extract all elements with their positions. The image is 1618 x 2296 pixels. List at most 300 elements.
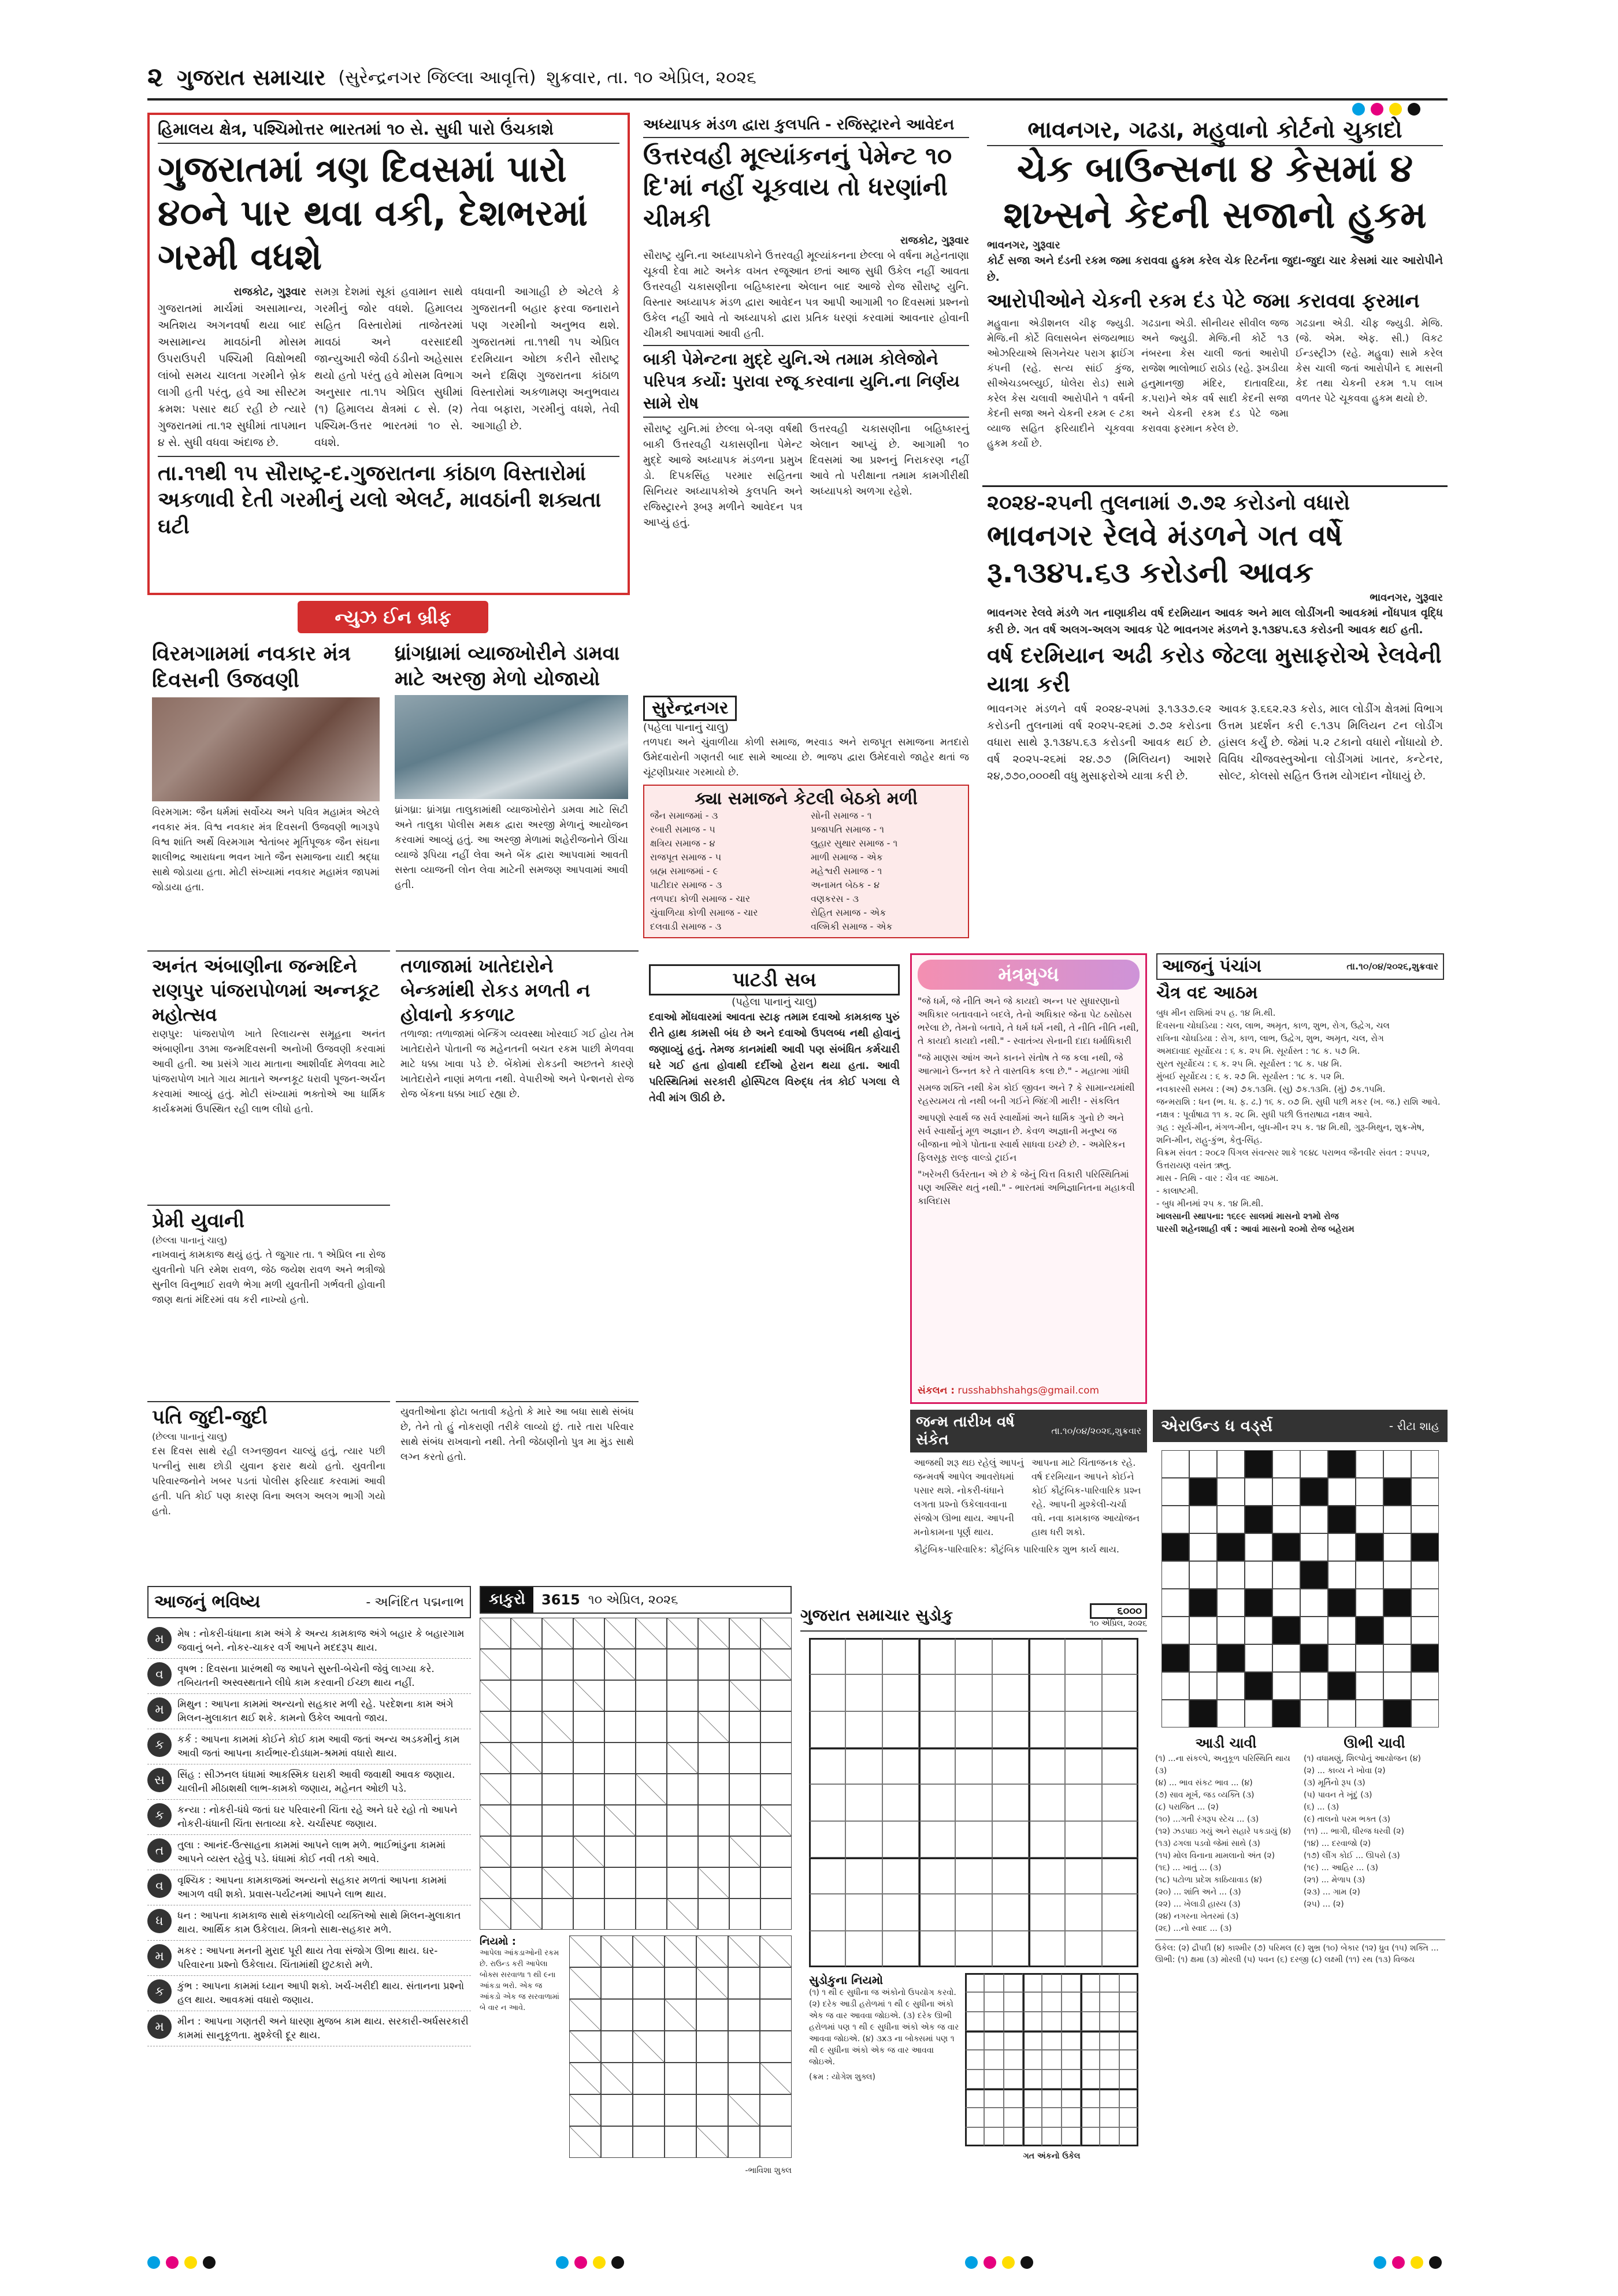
sudoku-cell[interactable] — [845, 1674, 882, 1711]
sudoku-cell[interactable] — [1119, 2050, 1138, 2069]
crossword-cell[interactable] — [1411, 1478, 1439, 1506]
kakuro-cell[interactable] — [729, 1867, 760, 1899]
sudoku-cell[interactable] — [809, 1711, 845, 1748]
sudoku-cell[interactable] — [1029, 1821, 1065, 1857]
kakuro-cell[interactable] — [511, 1680, 542, 1711]
crossword-cell[interactable] — [1245, 1561, 1272, 1589]
kakuro-cell[interactable] — [601, 1999, 633, 2031]
sudoku-cell[interactable] — [1023, 2089, 1042, 2108]
sudoku-cell[interactable] — [992, 1821, 1029, 1857]
sudoku-cell[interactable] — [1023, 2050, 1042, 2069]
sudoku-cell[interactable] — [809, 1821, 845, 1857]
sudoku-cell[interactable] — [882, 1894, 919, 1930]
kakuro-cell[interactable] — [573, 1867, 604, 1899]
sudoku-cell[interactable] — [1065, 1857, 1101, 1894]
sudoku-cell[interactable] — [1081, 2050, 1100, 2069]
sudoku-cell[interactable] — [1102, 1784, 1138, 1821]
crossword-cell[interactable] — [1411, 1617, 1439, 1644]
kakuro-cell[interactable] — [698, 1836, 729, 1867]
sudoku-cell[interactable] — [1102, 1894, 1138, 1930]
crossword-cell[interactable] — [1245, 1700, 1272, 1727]
crossword-cell[interactable] — [1356, 1672, 1383, 1700]
kakuro-cell[interactable] — [636, 1867, 667, 1899]
crossword-cell[interactable] — [1411, 1450, 1439, 1478]
sudoku-cell[interactable] — [1100, 2050, 1119, 2069]
kakuro-cell[interactable] — [542, 1805, 573, 1836]
sudoku-cell[interactable] — [1119, 2089, 1138, 2108]
kakuro-cell[interactable] — [667, 1836, 698, 1867]
sudoku-cell[interactable] — [1102, 1931, 1138, 1967]
sudoku-cell[interactable] — [1062, 2031, 1081, 2050]
sudoku-cell[interactable] — [919, 1711, 955, 1748]
crossword-cell[interactable] — [1189, 1506, 1217, 1533]
sudoku-cell[interactable] — [1029, 1674, 1065, 1711]
kakuro-cell[interactable] — [667, 1711, 698, 1743]
crossword-cell[interactable] — [1217, 1617, 1245, 1644]
sudoku-cell[interactable] — [1102, 1711, 1138, 1748]
crossword-cell[interactable] — [1300, 1700, 1328, 1727]
kakuro-cell[interactable] — [696, 1999, 728, 2031]
kakuro-cell[interactable] — [636, 1805, 667, 1836]
sudoku-cell[interactable] — [1065, 1784, 1101, 1821]
crossword-cell[interactable] — [1189, 1561, 1217, 1589]
kakuro-cell[interactable] — [511, 1805, 542, 1836]
sudoku-cell[interactable] — [1100, 2012, 1119, 2031]
sudoku-cell[interactable] — [809, 1638, 845, 1674]
sudoku-cell[interactable] — [965, 2031, 984, 2050]
sudoku-cell[interactable] — [1119, 1992, 1138, 2011]
kakuro-cell[interactable] — [601, 2031, 633, 2063]
sudoku-cell[interactable] — [1062, 2012, 1081, 2031]
crossword-cell[interactable] — [1383, 1506, 1411, 1533]
kakuro-cell[interactable] — [636, 1836, 667, 1867]
sudoku-cell[interactable] — [992, 1748, 1029, 1784]
sudoku-cell[interactable] — [845, 1638, 882, 1674]
kakuro-cell[interactable] — [667, 1774, 698, 1805]
sudoku-cell[interactable] — [809, 1674, 845, 1711]
sudoku-cell[interactable] — [845, 1748, 882, 1784]
kakuro-cell[interactable] — [542, 1836, 573, 1867]
sudoku-cell[interactable] — [1062, 1992, 1081, 2011]
sudoku-cell[interactable] — [1065, 1821, 1101, 1857]
crossword-cell[interactable] — [1411, 1561, 1439, 1589]
sudoku-cell[interactable] — [1062, 1973, 1081, 1992]
sudoku-cell[interactable] — [1065, 1748, 1101, 1784]
sudoku-cell[interactable] — [1004, 1973, 1023, 1992]
sudoku-cell[interactable] — [992, 1638, 1029, 1674]
sudoku-cell[interactable] — [1029, 1894, 1065, 1930]
kakuro-cell[interactable] — [728, 1967, 760, 1999]
sudoku-cell[interactable] — [1100, 2031, 1119, 2050]
crossword-cell[interactable] — [1356, 1644, 1383, 1672]
crossword-cell[interactable] — [1272, 1644, 1300, 1672]
kakuro-cell[interactable] — [760, 1899, 792, 1930]
kakuro-cell[interactable] — [542, 1680, 573, 1711]
sudoku-cell[interactable] — [1065, 1931, 1101, 1967]
kakuro-cell[interactable] — [573, 1711, 604, 1743]
crossword-cell[interactable] — [1383, 1450, 1411, 1478]
kakuro-cell[interactable] — [760, 1967, 792, 1999]
kakuro-cell[interactable] — [542, 1774, 573, 1805]
sudoku-cell[interactable] — [1004, 2089, 1023, 2108]
sudoku-cell[interactable] — [955, 1821, 992, 1857]
crossword-cell[interactable] — [1189, 1617, 1217, 1644]
crossword-cell[interactable] — [1189, 1672, 1217, 1700]
crossword-cell[interactable] — [1189, 1450, 1217, 1478]
sudoku-cell[interactable] — [1065, 1674, 1101, 1711]
crossword-cell[interactable] — [1217, 1506, 1245, 1533]
sudoku-cell[interactable] — [1102, 1638, 1138, 1674]
sudoku-cell[interactable] — [1100, 2089, 1119, 2108]
sudoku-cell[interactable] — [992, 1894, 1029, 1930]
sudoku-cell[interactable] — [965, 2070, 984, 2089]
kakuro-cell[interactable] — [760, 1774, 792, 1805]
sudoku-cell[interactable] — [965, 1992, 984, 2011]
crossword-cell[interactable] — [1217, 1478, 1245, 1506]
sudoku-cell[interactable] — [955, 1931, 992, 1967]
crossword-cell[interactable] — [1356, 1450, 1383, 1478]
kakuro-cell[interactable] — [604, 1774, 636, 1805]
crossword-cell[interactable] — [1272, 1672, 1300, 1700]
kakuro-cell[interactable] — [667, 1867, 698, 1899]
crossword-cell[interactable] — [1300, 1672, 1328, 1700]
kakuro-cell[interactable] — [665, 2126, 696, 2158]
kakuro-cell[interactable] — [728, 2031, 760, 2063]
kakuro-cell[interactable] — [728, 2063, 760, 2094]
sudoku-cell[interactable] — [984, 2089, 1003, 2108]
sudoku-cell[interactable] — [1004, 2070, 1023, 2089]
kakuro-cell[interactable] — [601, 2094, 633, 2126]
crossword-cell[interactable] — [1189, 1644, 1217, 1672]
crossword-cell[interactable] — [1383, 1644, 1411, 1672]
kakuro-cell[interactable] — [698, 1743, 729, 1774]
crossword-cell[interactable] — [1217, 1561, 1245, 1589]
sudoku-cell[interactable] — [845, 1784, 882, 1821]
sudoku-cell[interactable] — [955, 1674, 992, 1711]
sudoku-cell[interactable] — [845, 1857, 882, 1894]
kakuro-cell[interactable] — [636, 1743, 667, 1774]
sudoku-cell[interactable] — [1081, 1992, 1100, 2011]
crossword-cell[interactable] — [1272, 1450, 1300, 1478]
sudoku-cell[interactable] — [1081, 2070, 1100, 2089]
kakuro-cell[interactable] — [511, 1867, 542, 1899]
crossword-cell[interactable] — [1356, 1561, 1383, 1589]
sudoku-cell[interactable] — [1029, 1857, 1065, 1894]
crossword-cell[interactable] — [1272, 1589, 1300, 1617]
crossword-cell[interactable] — [1161, 1617, 1189, 1644]
sudoku-cell[interactable] — [1029, 1638, 1065, 1674]
crossword-cell[interactable] — [1411, 1589, 1439, 1617]
sudoku-cell[interactable] — [1081, 2012, 1100, 2031]
kakuro-cell[interactable] — [698, 1805, 729, 1836]
sudoku-cell[interactable] — [1004, 2108, 1023, 2127]
sudoku-cell[interactable] — [965, 2050, 984, 2069]
sudoku-cell[interactable] — [1081, 2089, 1100, 2108]
crossword-cell[interactable] — [1383, 1617, 1411, 1644]
kakuro-cell[interactable] — [542, 1743, 573, 1774]
sudoku-cell[interactable] — [984, 1973, 1003, 1992]
sudoku-cell[interactable] — [845, 1711, 882, 1748]
sudoku-cell[interactable] — [1100, 2108, 1119, 2127]
crossword-cell[interactable] — [1161, 1450, 1189, 1478]
sudoku-cell[interactable] — [1119, 2012, 1138, 2031]
kakuro-cell[interactable] — [760, 2094, 792, 2126]
crossword-cell[interactable] — [1245, 1617, 1272, 1644]
sudoku-cell[interactable] — [1042, 1992, 1061, 2011]
crossword-cell[interactable] — [1161, 1589, 1189, 1617]
sudoku-cell[interactable] — [919, 1638, 955, 1674]
sudoku-cell[interactable] — [919, 1748, 955, 1784]
crossword-cell[interactable] — [1411, 1672, 1439, 1700]
sudoku-cell[interactable] — [1029, 1784, 1065, 1821]
crossword-cell[interactable] — [1328, 1700, 1356, 1727]
sudoku-cell[interactable] — [1119, 2108, 1138, 2127]
sudoku-cell[interactable] — [992, 1857, 1029, 1894]
kakuro-cell[interactable] — [728, 2126, 760, 2158]
crossword-cell[interactable] — [1328, 1561, 1356, 1589]
sudoku-cell[interactable] — [1004, 2050, 1023, 2069]
sudoku-cell[interactable] — [1062, 2089, 1081, 2108]
kakuro-grid[interactable] — [480, 1618, 792, 1930]
kakuro-cell[interactable] — [601, 1967, 633, 1999]
crossword-cell[interactable] — [1245, 1644, 1272, 1672]
crossword-cell[interactable] — [1411, 1506, 1439, 1533]
sudoku-cell[interactable] — [1004, 2127, 1023, 2146]
kakuro-cell[interactable] — [698, 1680, 729, 1711]
crossword-cell[interactable] — [1300, 1617, 1328, 1644]
sudoku-cell[interactable] — [882, 1931, 919, 1967]
sudoku-cell[interactable] — [845, 1931, 882, 1967]
sudoku-cell[interactable] — [1004, 2031, 1023, 2050]
kakuro-cell[interactable] — [760, 2031, 792, 2063]
kakuro-cell[interactable] — [511, 1649, 542, 1680]
sudoku-cell[interactable] — [1065, 1711, 1101, 1748]
kakuro-cell[interactable] — [696, 2094, 728, 2126]
sudoku-cell[interactable] — [1062, 2108, 1081, 2127]
sudoku-cell[interactable] — [1062, 2050, 1081, 2069]
kakuro-cell[interactable] — [511, 1711, 542, 1743]
crossword-cell[interactable] — [1272, 1478, 1300, 1506]
sudoku-cell[interactable] — [809, 1931, 845, 1967]
sudoku-cell[interactable] — [984, 2070, 1003, 2089]
kakuro-cell[interactable] — [760, 1711, 792, 1743]
crossword-cell[interactable] — [1161, 1561, 1189, 1589]
kakuro-cell[interactable] — [636, 1680, 667, 1711]
sudoku-cell[interactable] — [882, 1857, 919, 1894]
kakuro-cell[interactable] — [729, 1774, 760, 1805]
sudoku-cell[interactable] — [1119, 2031, 1138, 2050]
crossword-grid[interactable] — [1161, 1450, 1439, 1727]
kakuro-cell[interactable] — [729, 1649, 760, 1680]
sudoku-cell[interactable] — [1081, 1973, 1100, 1992]
crossword-cell[interactable] — [1383, 1533, 1411, 1561]
crossword-cell[interactable] — [1272, 1506, 1300, 1533]
sudoku-cell[interactable] — [965, 2108, 984, 2127]
kakuro-cell[interactable] — [729, 1711, 760, 1743]
sudoku-cell[interactable] — [1029, 1711, 1065, 1748]
crossword-cell[interactable] — [1161, 1478, 1189, 1506]
sudoku-cell[interactable] — [1023, 2108, 1042, 2127]
kakuro-cell[interactable] — [636, 1649, 667, 1680]
sudoku-cell[interactable] — [809, 1748, 845, 1784]
kakuro-cell[interactable] — [511, 1836, 542, 1867]
sudoku-cell[interactable] — [965, 2089, 984, 2108]
sudoku-cell[interactable] — [845, 1894, 882, 1930]
sudoku-cell[interactable] — [1100, 1992, 1119, 2011]
sudoku-cell[interactable] — [1042, 2089, 1061, 2108]
sudoku-cell[interactable] — [1042, 2127, 1061, 2146]
sudoku-cell[interactable] — [1100, 1973, 1119, 1992]
sudoku-cell[interactable] — [1102, 1857, 1138, 1894]
kakuro-cell[interactable] — [573, 1743, 604, 1774]
sudoku-cell[interactable] — [955, 1857, 992, 1894]
kakuro-cell[interactable] — [633, 2094, 665, 2126]
kakuro-cell[interactable] — [604, 1680, 636, 1711]
sudoku-cell[interactable] — [992, 1711, 1029, 1748]
kakuro-cell[interactable] — [542, 1649, 573, 1680]
kakuro-cell[interactable] — [760, 1999, 792, 2031]
crossword-cell[interactable] — [1411, 1700, 1439, 1727]
crossword-cell[interactable] — [1356, 1700, 1383, 1727]
sudoku-cell[interactable] — [984, 2031, 1003, 2050]
sudoku-cell[interactable] — [1042, 1973, 1061, 1992]
crossword-cell[interactable] — [1328, 1644, 1356, 1672]
sudoku-cell[interactable] — [984, 2050, 1003, 2069]
kakuro-cell[interactable] — [729, 1743, 760, 1774]
kakuro-cell[interactable] — [698, 1899, 729, 1930]
sudoku-cell[interactable] — [1081, 2108, 1100, 2127]
kakuro-cell[interactable] — [542, 1899, 573, 1930]
sudoku-cell[interactable] — [1042, 2012, 1061, 2031]
sudoku-cell[interactable] — [1062, 2070, 1081, 2089]
sudoku-cell[interactable] — [1081, 2031, 1100, 2050]
sudoku-cell[interactable] — [1023, 1973, 1042, 1992]
sudoku-cell[interactable] — [1102, 1748, 1138, 1784]
crossword-cell[interactable] — [1217, 1450, 1245, 1478]
kakuro-cell[interactable] — [633, 2126, 665, 2158]
kakuro-cell[interactable] — [604, 1836, 636, 1867]
crossword-cell[interactable] — [1300, 1533, 1328, 1561]
kakuro-cell[interactable] — [665, 2063, 696, 2094]
sudoku-cell[interactable] — [965, 2127, 984, 2146]
kakuro-cell[interactable] — [729, 1899, 760, 1930]
crossword-cell[interactable] — [1217, 1589, 1245, 1617]
kakuro-cell[interactable] — [573, 1899, 604, 1930]
kakuro-cell[interactable] — [633, 1999, 665, 2031]
sudoku-cell[interactable] — [1102, 1821, 1138, 1857]
sudoku-cell[interactable] — [845, 1821, 882, 1857]
kakuro-cell[interactable] — [667, 1649, 698, 1680]
kakuro-cell[interactable] — [604, 1899, 636, 1930]
kakuro-cell[interactable] — [760, 1836, 792, 1867]
sudoku-cell[interactable] — [984, 1992, 1003, 2011]
sudoku-cell[interactable] — [992, 1931, 1029, 1967]
sudoku-cell[interactable] — [1023, 2070, 1042, 2089]
crossword-cell[interactable] — [1356, 1478, 1383, 1506]
kakuro-cell[interactable] — [633, 1967, 665, 1999]
kakuro-cell[interactable] — [633, 2063, 665, 2094]
sudoku-cell[interactable] — [1023, 2031, 1042, 2050]
sudoku-cell[interactable] — [882, 1711, 919, 1748]
sudoku-cell[interactable] — [919, 1784, 955, 1821]
kakuro-cell[interactable] — [698, 1649, 729, 1680]
mantra-compiler-email[interactable]: russhabhshahgs@gmail.com — [958, 1385, 1100, 1396]
sudoku-cell[interactable] — [992, 1784, 1029, 1821]
sudoku-cell[interactable] — [1042, 2108, 1061, 2127]
kakuro-cell[interactable] — [760, 1743, 792, 1774]
kakuro-cell[interactable] — [760, 2126, 792, 2158]
crossword-cell[interactable] — [1161, 1700, 1189, 1727]
sudoku-cell[interactable] — [882, 1674, 919, 1711]
sudoku-cell[interactable] — [1004, 1992, 1023, 2011]
kakuro-cell[interactable] — [696, 2063, 728, 2094]
kakuro-cell[interactable] — [636, 1711, 667, 1743]
sudoku-grid[interactable] — [809, 1638, 1138, 1967]
sudoku-cell[interactable] — [1100, 2070, 1119, 2089]
crossword-cell[interactable] — [1356, 1589, 1383, 1617]
sudoku-cell[interactable] — [1042, 2031, 1061, 2050]
sudoku-cell[interactable] — [955, 1894, 992, 1930]
kakuro-cell[interactable] — [728, 1999, 760, 2031]
sudoku-cell[interactable] — [1042, 2070, 1061, 2089]
crossword-cell[interactable] — [1161, 1506, 1189, 1533]
sudoku-cell[interactable] — [919, 1931, 955, 1967]
sudoku-cell[interactable] — [1023, 2127, 1042, 2146]
sudoku-cell[interactable] — [882, 1784, 919, 1821]
kakuro-cell[interactable] — [667, 1680, 698, 1711]
sudoku-cell[interactable] — [1100, 2127, 1119, 2146]
kakuro-cell[interactable] — [604, 1711, 636, 1743]
sudoku-cell[interactable] — [984, 2012, 1003, 2031]
kakuro-cell[interactable] — [667, 1805, 698, 1836]
sudoku-cell[interactable] — [882, 1638, 919, 1674]
kakuro-cell[interactable] — [698, 1774, 729, 1805]
sudoku-cell[interactable] — [1029, 1931, 1065, 1967]
kakuro-cell[interactable] — [665, 2094, 696, 2126]
sudoku-cell[interactable] — [1065, 1894, 1101, 1930]
sudoku-cell[interactable] — [1042, 2050, 1061, 2069]
kakuro-cell[interactable] — [760, 1867, 792, 1899]
crossword-cell[interactable] — [1272, 1561, 1300, 1589]
sudoku-cell[interactable] — [1065, 1638, 1101, 1674]
kakuro-cell[interactable] — [636, 1899, 667, 1930]
kakuro-cell[interactable] — [729, 1805, 760, 1836]
sudoku-cell[interactable] — [965, 1973, 984, 1992]
kakuro-cell[interactable] — [601, 2126, 633, 2158]
crossword-cell[interactable] — [1300, 1589, 1328, 1617]
crossword-cell[interactable] — [1383, 1672, 1411, 1700]
sudoku-cell[interactable] — [882, 1748, 919, 1784]
sudoku-cell[interactable] — [919, 1821, 955, 1857]
crossword-cell[interactable] — [1161, 1672, 1189, 1700]
kakuro-cell[interactable] — [604, 1867, 636, 1899]
crossword-cell[interactable] — [1217, 1700, 1245, 1727]
kakuro-cell[interactable] — [573, 1805, 604, 1836]
sudoku-cell[interactable] — [1029, 1748, 1065, 1784]
sudoku-cell[interactable] — [1081, 2127, 1100, 2146]
kakuro-cell[interactable] — [696, 2031, 728, 2063]
sudoku-cell[interactable] — [955, 1748, 992, 1784]
sudoku-cell[interactable] — [1102, 1674, 1138, 1711]
kakuro-cell[interactable] — [573, 1649, 604, 1680]
crossword-cell[interactable] — [1189, 1533, 1217, 1561]
sudoku-cell[interactable] — [955, 1638, 992, 1674]
kakuro-cell[interactable] — [760, 1680, 792, 1711]
sudoku-cell[interactable] — [809, 1894, 845, 1930]
kakuro-cell[interactable] — [665, 2031, 696, 2063]
sudoku-cell[interactable] — [1119, 2070, 1138, 2089]
sudoku-cell[interactable] — [984, 2108, 1003, 2127]
